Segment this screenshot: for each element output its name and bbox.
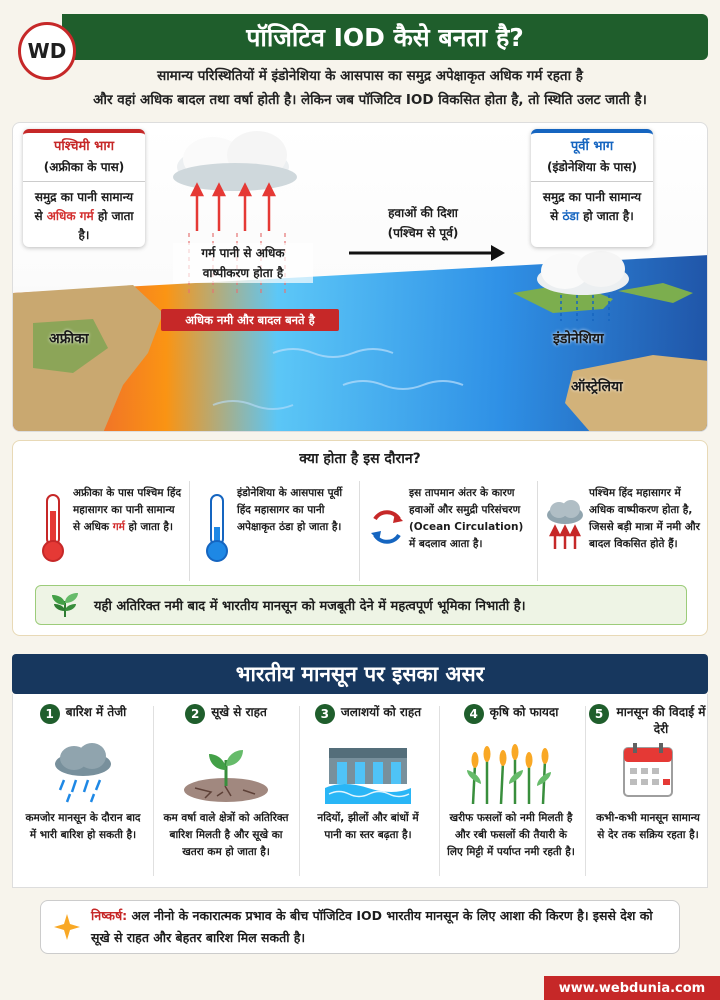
monsoon-section-title: भारतीय मानसून पर इसका असर [12,654,708,694]
conclusion-text: अल नीनो के नकारात्मक प्रभाव के बीच पॉजिटिव IOD भारतीय मानसून के लिए आशा की किरण है। इससे देश को सूखे से राहत और बेहतर बारिश मिल सकती है। [91,908,653,945]
east-body-text: समुद्र का पानी सामान्य से [542,190,642,223]
impact-body-2: कम वर्षा वाले क्षेत्रों को अतिरिक्त बारिश मिलती है और सूखे का खतरा कम हो जाता है। [163,812,289,858]
indian-ocean-map [12,122,708,432]
impact-body-1: कमजोर मानसून के दौरान बाद में भारी बारिश हो सकती है। [25,812,141,841]
cold-thermometer-icon [197,489,237,569]
impact-number-5: 5 [589,704,609,724]
west-body-emphasis: अधिक गर्म [46,209,94,223]
crops-icon [463,740,559,806]
impact-body-4: खरीफ फसलों को नमी मिलती है और रबी फसलों की तैयारी के लिए मिट्टी में पर्याप्त नमी रहती है। [447,812,575,858]
west-body-text: समुद्र का पानी सामान्य से [34,190,134,223]
dam-icon [323,740,413,806]
impact-body-3: नदियों, झीलों और बांधों में पानी का स्तर बढ़ता है। [317,812,419,841]
during-item-1 [33,475,183,595]
impact-item-5 [589,704,707,884]
impact-item-1 [17,704,149,884]
west-cloud-icon [173,131,297,191]
evap-label-line-1: गर्म पानी से अधिक [201,246,285,260]
intro-line-1: सामान्य परिस्थितियों में इंडोनेशिया के आसपास का समुद्र अपेक्षाकृत अधिक गर्म रहता है [157,68,583,84]
conclusion-lead: निष्कर्ष: [91,908,128,923]
impact-number-1: 1 [40,704,60,724]
evaporation-label [173,243,313,283]
east-part-subtitle: (इंडोनेशिया के पास) [531,158,653,182]
impact-item-4 [441,704,581,884]
webdunia-logo: WD [18,22,76,80]
west-part-body [23,182,145,251]
impact-number-3: 3 [315,704,335,724]
what-happens-panel [12,440,708,636]
east-part-box [531,129,653,247]
impact-title-1: बारिश में तेजी [65,705,127,719]
during-item-4-text: पश्चिम हिंद महासागर में अधिक वाष्पीकरण होता है, जिससे बड़ी मात्रा में नमी और बादल विकसित होते हैं। [589,487,700,550]
during-item-2-text: इंडोनेशिया के आसपास पूर्वी हिंद महासागर का पानी अपेक्षाकृत ठंडा हो जाता है। [237,487,343,533]
during-item-1-end: हो जाता है। [124,521,173,533]
what-happens-title: क्या होता है इस दौरान? [299,451,421,467]
evap-label-line-2: वाष्पीकरण होता है [202,266,284,280]
wind-direction-label [363,203,483,243]
cloud-rising-arrows-icon [541,489,589,569]
impact-title-4: कृषि को फायदा [489,705,559,719]
key-takeaway-box [35,585,687,625]
during-item-1-emphasis: गर्म [112,521,125,533]
hot-thermometer-icon [33,489,73,569]
key-takeaway-text: यही अतिरिक्त नमी बाद में भारतीय मानसून को मजबूती देने में महत्वपूर्ण भूमिका निभाती है। [94,599,526,614]
wind-direction-arrow-icon [349,245,505,261]
east-body-emphasis: ठंडा [562,209,579,223]
moisture-label: अधिक नमी और बादल बनते है [161,309,339,331]
impact-title-2: सूखे से राहत [211,705,267,719]
conclusion-box [40,900,680,954]
rain-cloud-icon [48,740,118,806]
during-item-4 [541,475,705,595]
west-part-box [23,129,145,247]
west-body-end: हो जाता है। [78,209,134,242]
west-part-subtitle: (अफ्रीका के पास) [23,158,145,182]
wind-label-line-1: हवाओं की दिशा [388,206,458,220]
impact-number-4: 4 [464,704,484,724]
intro-text [40,64,700,112]
africa-label: अफ्रीका [49,331,89,347]
east-part-title: पूर्वी भाग [570,139,614,154]
impact-title-5: मानसून की विदाई में देरी [616,705,706,736]
intro-line-2: और वहां अधिक बादल तथा वर्षा होती है। लेकिन जब पॉजिटिव IOD विकसित होता है, तो स्थिति उलट जाती है। [93,92,647,108]
during-item-2 [197,475,355,595]
impact-item-2 [157,704,295,884]
impact-number-2: 2 [185,704,205,724]
rising-heat-arrows-icon [192,185,274,231]
west-part-title: पश्चिमी भाग [53,139,115,154]
impact-body-5: कभी-कभी मानसून सामान्य से देर तक सक्रिय रहता है। [596,812,700,841]
east-part-body [531,182,653,232]
during-item-1-text [73,475,183,536]
wind-label-line-2: (पश्चिम से पूर्व) [387,226,459,240]
site-url[interactable]: www.webdunia.com [544,976,720,1000]
calendar-icon [618,740,678,802]
monsoon-impact-panel [12,694,708,888]
during-item-3 [365,475,533,595]
impact-item-3 [301,704,435,884]
during-item-1-main: अफ्रीका के पास पश्चिम हिंद महासागर का पानी सामान्य से अधिक [73,487,182,533]
indonesia-label: इंडोनेशिया [553,331,604,347]
during-item-3-text: इस तापमान अंतर के कारण हवाओं और समुद्री परिसंचरण (Ocean Circulation) में बदलाव आता है। [409,487,524,550]
circulation-arrows-icon [365,489,409,569]
east-cloud-icon [537,251,629,295]
page-title: पॉजिटिव IOD कैसे बनता है? [62,14,708,60]
leaf-icon [48,591,82,619]
east-body-end: हो जाता है। [578,209,634,223]
sprout-dry-soil-icon [181,740,271,806]
sparkle-icon [53,913,81,941]
impact-title-3: जलाशयों को राहत [340,705,422,719]
australia-label: ऑस्ट्रेलिया [571,379,623,395]
